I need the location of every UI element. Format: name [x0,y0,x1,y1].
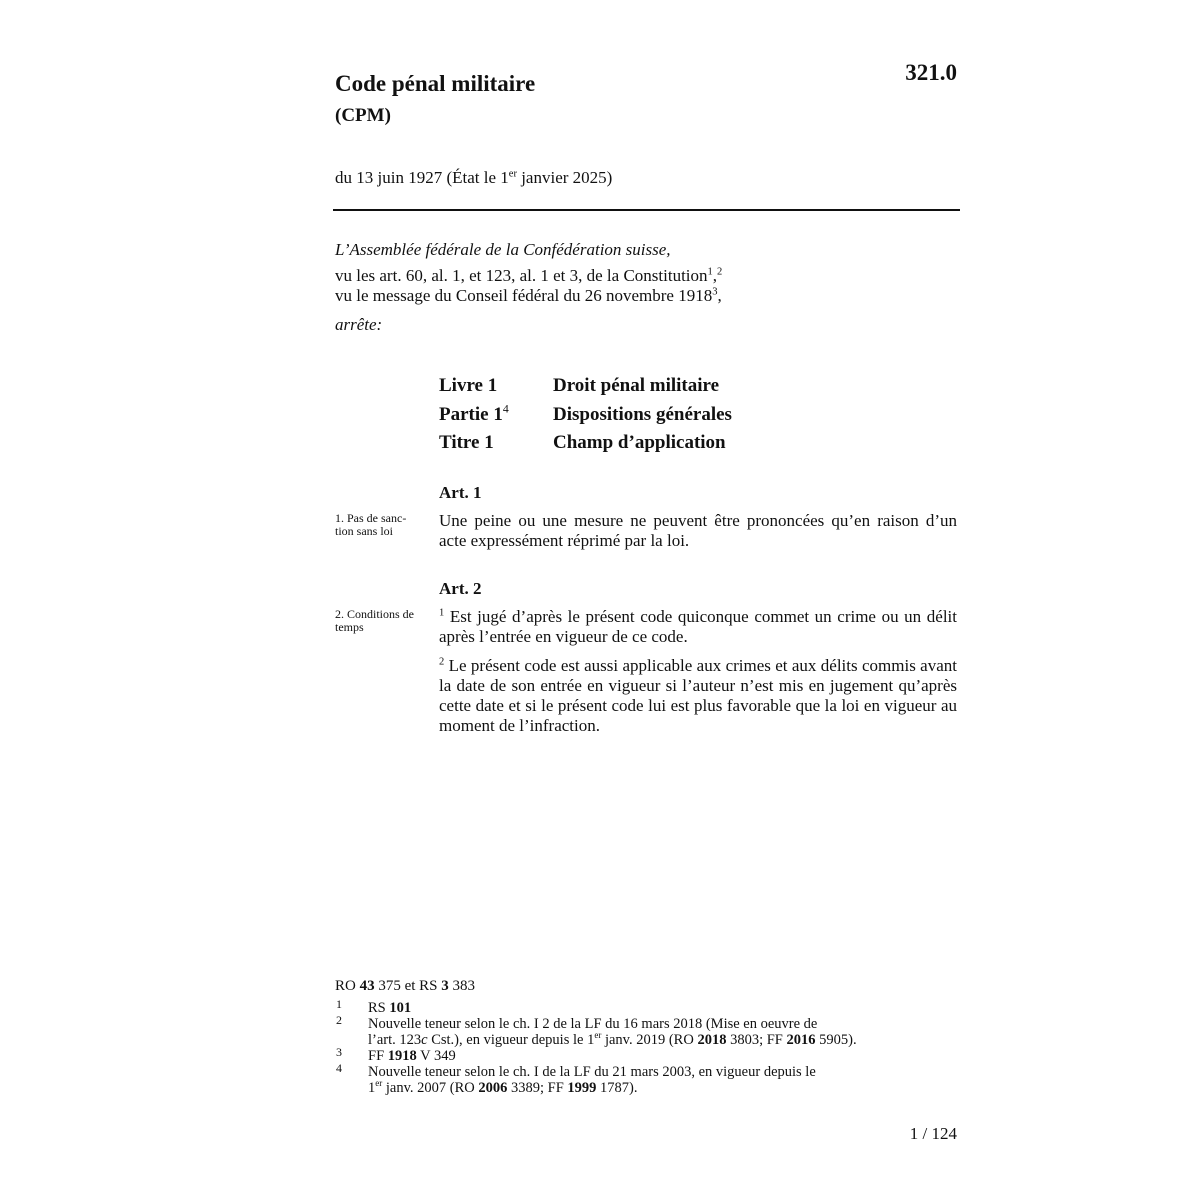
preamble-decrees: arrête: [335,315,383,334]
article-heading: Art. 1 [439,483,482,502]
footnote-ref-4[interactable]: 4 [502,402,509,416]
footnote-number: 1 [336,997,342,1011]
article-margin-note: 1. Pas de sanc- tion sans loi [335,511,407,538]
footnote-ref-2[interactable]: 2 [717,266,723,278]
document-date: du 13 juin 1927 (État le 1er janvier 2025) [335,168,613,187]
article-margin-note: 2. Conditions de temps [335,607,415,634]
document-title: Code pénal militaire [335,71,536,96]
preamble-message: vu le message du Conseil fédéral du 26 novembre 1918$^3$, [335,286,722,305]
document-abbreviation: (CPM) [335,105,391,126]
sr-number: 321.0 [905,60,957,85]
article-paragraph: $^1$ Est jugé d’après le présent code quiconque commet un crime ou un délit après l’entrée en vigueur de ce code. [439,607,957,646]
footnote-ref-3[interactable]: 3 [712,286,718,298]
article-text: Une peine ou une mesure ne peuvent être prononcées qu’en raison d’un acte expressément réprimé par la loi. [439,511,957,550]
footnote-text: RS 101 [368,1000,412,1016]
footnote-number: 2 [336,1013,342,1027]
book-title: Droit pénal militaire [553,375,720,396]
book-label: Livre 1 [439,375,498,396]
footnote-number: 3 [336,1045,342,1059]
preamble-assembly: L’Assemblée fédérale de la Confédération suisse, [335,240,671,259]
footnote-ref-1[interactable]: 1 [707,266,713,278]
preamble-constitution: vu les art. 60, al. 1, et 123, al. 1 et 3, de la Constitution$^1$,$^2$ [335,266,723,285]
article-heading: Art. 2 [439,579,482,598]
article-paragraph: $^2$ Le présent code est aussi applicable aux crimes et aux délits commis avant la date de son entrée en vigueur si l’auteur n’est mis en jugement qu’après cette date et si le présent code lui est plus favorable que la loi en vigueur au moment de l’infraction. [439,656,957,735]
footnote-text: Nouvelle teneur selon le ch. I de la LF du 21 mars 2003, en vigueur depuis le 1er janv. 2007 (RO 2006 3389; FF 1999 1787). [368,1064,816,1096]
footnote-text: Nouvelle teneur selon le ch. I 2 de la LF du 16 mars 2018 (Mise en oeuvre de l’art. 123c Cst.), en vigueur depuis le 1er janv. 2019 (RO 2018 3803; FF 2016 5905). [368,1016,857,1048]
footnote-text: FF 1918 V 349 [368,1048,456,1064]
footnote-number: 4 [336,1061,342,1075]
header-divider [333,209,960,211]
page-indicator: 1 / 124 [909,1124,957,1143]
part-title: Dispositions générales [553,404,732,425]
part-label: Partie $1^4$ [439,402,509,425]
title-title: Champ d’application [553,432,726,453]
title-label: Titre 1 [439,432,494,453]
official-collection-reference: RO 43 375 et RS 3 383 [335,978,476,994]
